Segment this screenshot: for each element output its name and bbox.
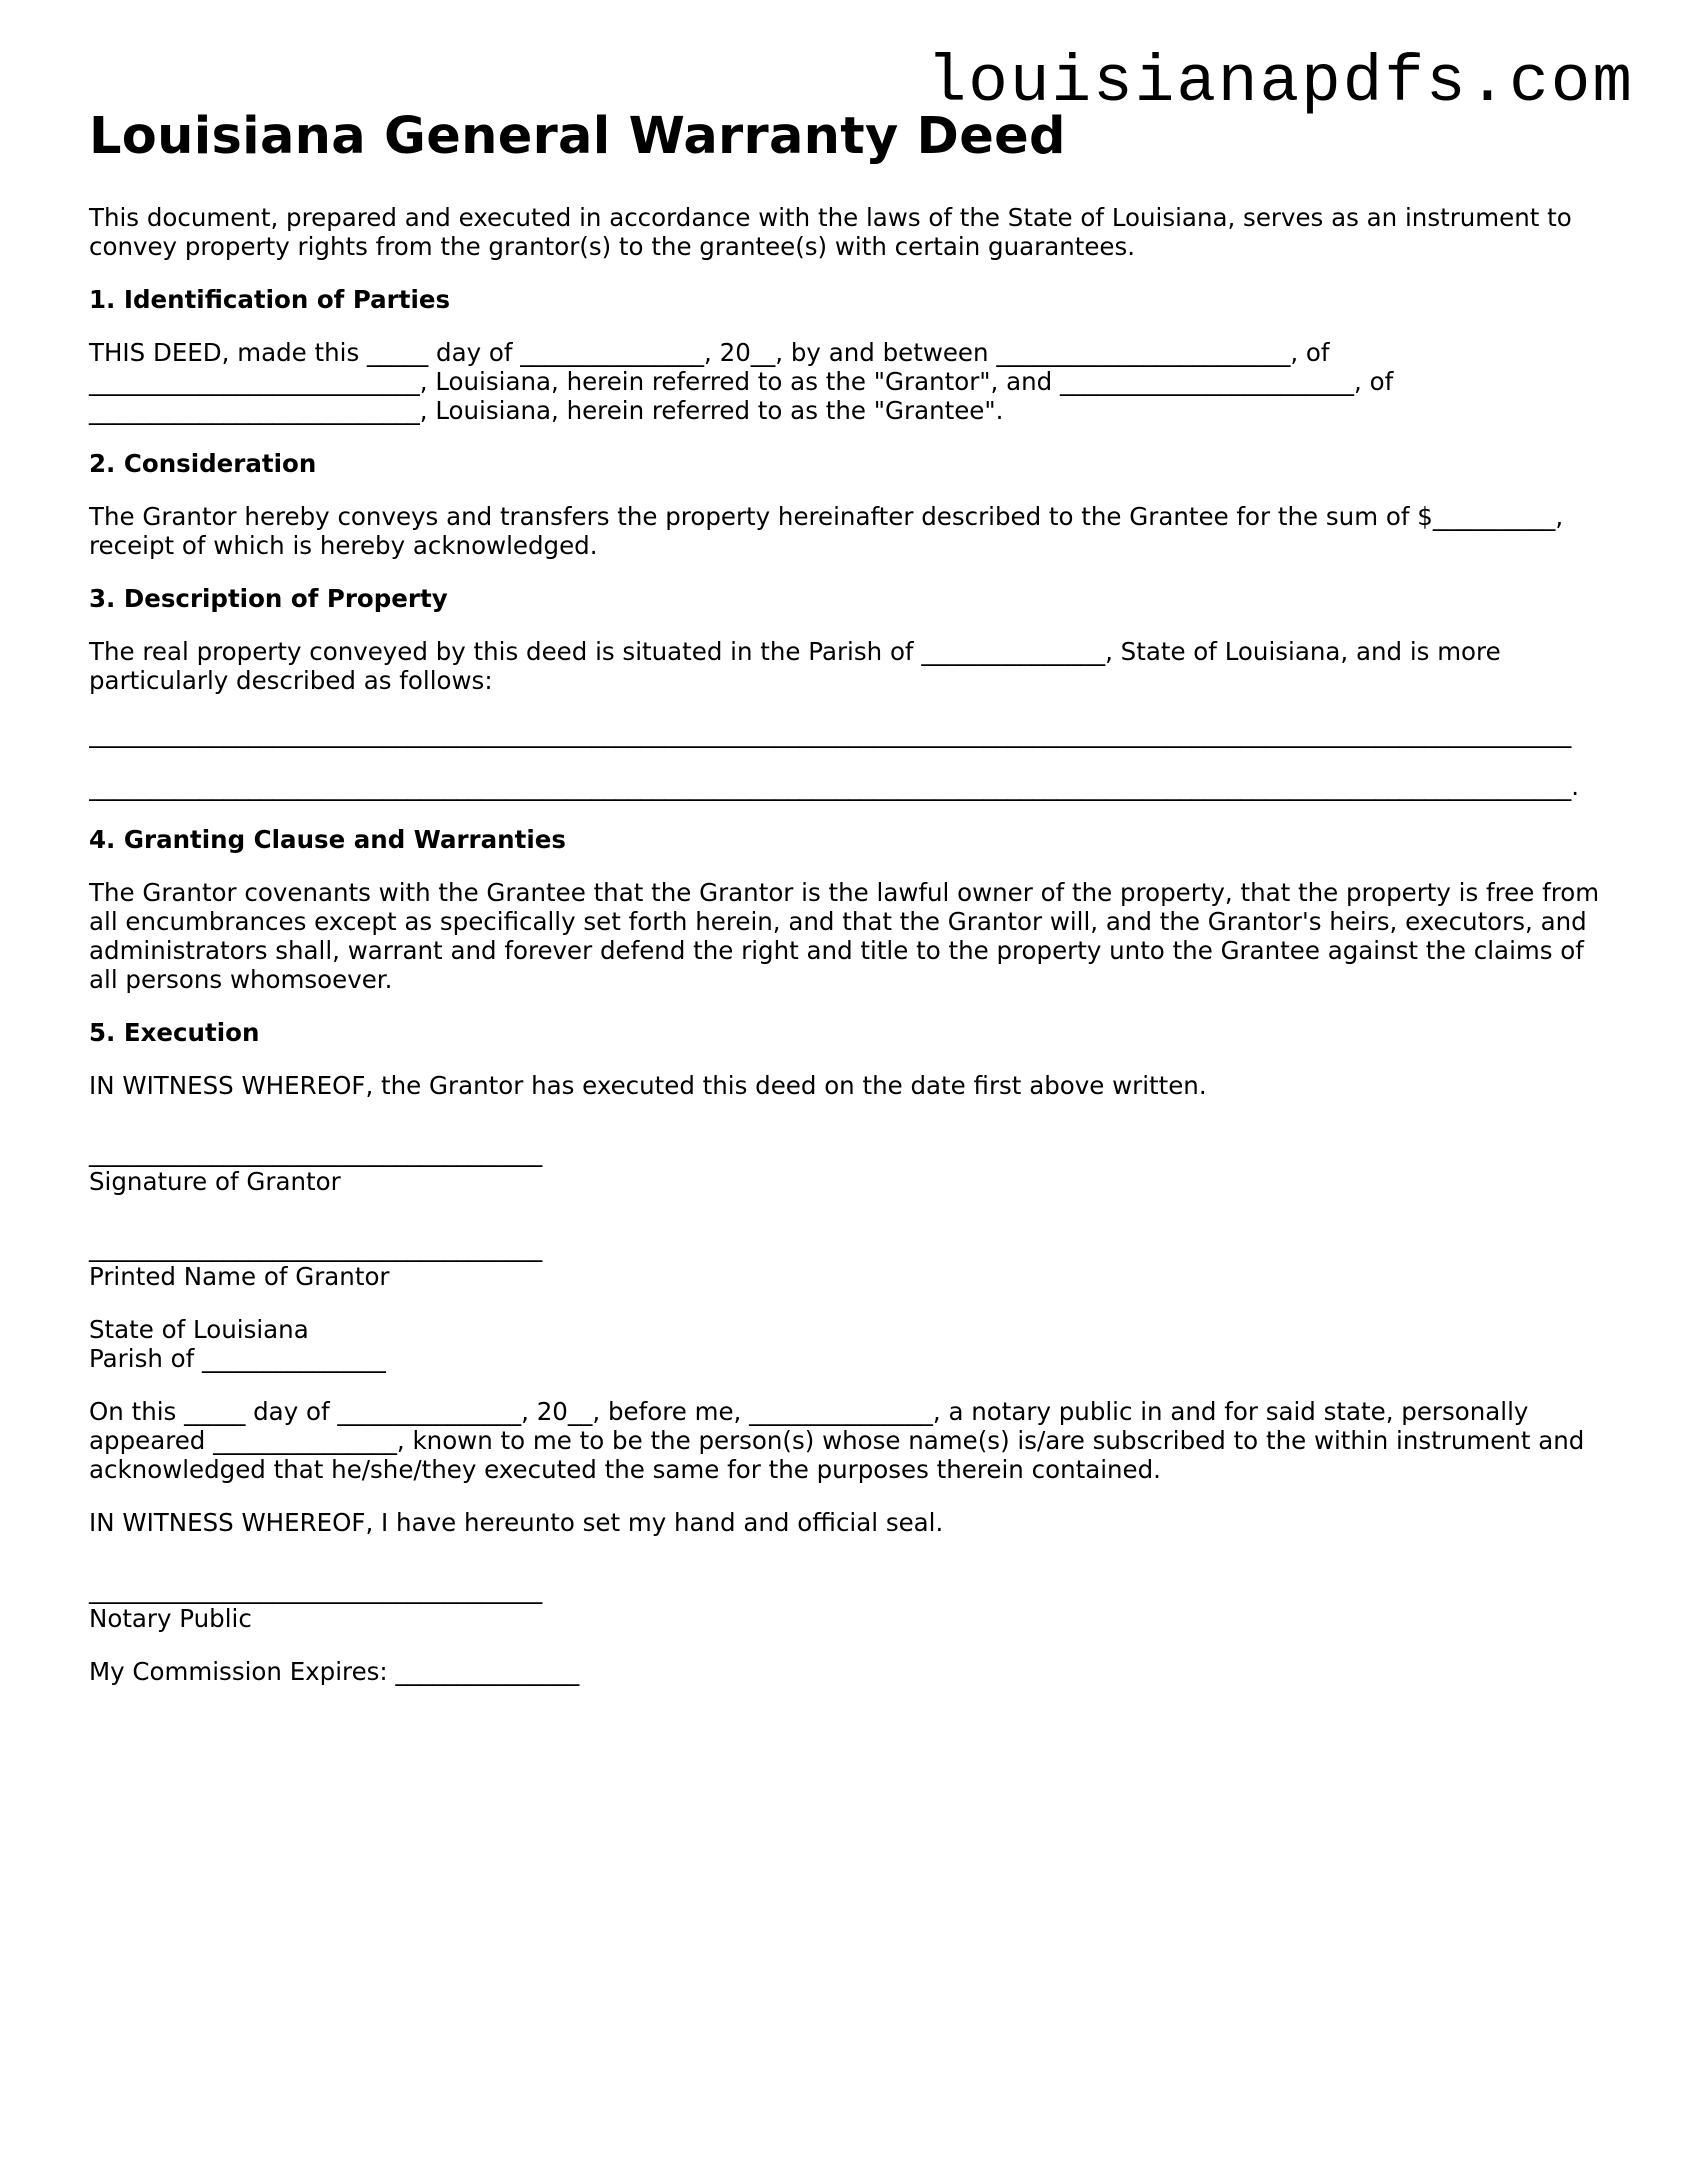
section-heading-execution: 5. Execution	[89, 1018, 260, 1047]
parties-paragraph	[89, 338, 1609, 425]
notary-signature-label: Notary Public	[89, 1604, 252, 1633]
grantor-signature-label: Signature of Grantor	[89, 1167, 341, 1196]
section-heading-granting: 4. Granting Clause and Warranties	[89, 825, 566, 854]
grantor-signature-block	[89, 1138, 1609, 1196]
property-description-blank-1: _________________________________________________________________________________________________________________________	[89, 719, 1572, 748]
venue-parish: Parish of _______________	[89, 1344, 386, 1373]
grantor-name-label: Printed Name of Grantor	[89, 1262, 390, 1291]
notary-signature-line: _____________________________________	[89, 1575, 543, 1604]
notary-signature-block	[89, 1575, 1609, 1633]
commission-expiry: My Commission Expires: _______________	[89, 1657, 580, 1686]
section-heading-parties: 1. Identification of Parties	[89, 285, 451, 314]
parties-line-2: ___________________________, Louisiana, herein referred to as the "Grantor", and ________________________, of	[89, 367, 1394, 396]
page-title: Louisiana General Warranty Deed	[89, 107, 1066, 166]
deed-document	[89, 105, 1609, 1710]
section-heading-property: 3. Description of Property	[89, 584, 448, 613]
property-description-blank-2: _________________________________________________________________________________________________________________________.	[89, 772, 1580, 801]
consideration-paragraph: The Grantor hereby conveys and transfers the property hereinafter described to the Grantee for the sum of $__________, receipt of which is hereby acknowledged.	[89, 502, 1564, 560]
execution-witness-paragraph: IN WITNESS WHEREOF, the Grantor has executed this deed on the date first above written.	[89, 1071, 1207, 1100]
property-paragraph: The real property conveyed by this deed is situated in the Parish of _______________, State of Louisiana, and is more particularly described as follows:	[89, 637, 1501, 695]
grantor-signature-line: _____________________________________	[89, 1138, 543, 1167]
notary-witness-paragraph: IN WITNESS WHEREOF, I have hereunto set my hand and official seal.	[89, 1508, 944, 1537]
site-watermark: louisianapdfs.com	[926, 45, 1634, 120]
venue-block	[89, 1315, 1609, 1373]
intro-paragraph: This document, prepared and executed in accordance with the laws of the State of Louisiana, serves as an instrument to convey property rights from the grantor(s) to the grantee(s) with certain guarantees.	[89, 203, 1572, 261]
notary-acknowledgment-paragraph: On this _____ day of _______________, 20__, before me, _______________, a notary public in and for said state, personally appeared _______________, known to me to be the person(s) whose name(s) is/are subscribed to the within instrument and acknowledged that he/she/they executed the same for the purposes therein contained.	[89, 1397, 1585, 1484]
grantor-name-line: _____________________________________	[89, 1233, 543, 1262]
parties-line-1: THIS DEED, made this _____ day of _______________, 20__, by and between ________________________, of	[89, 338, 1330, 367]
parties-line-3: ___________________________, Louisiana, herein referred to as the "Grantee".	[89, 396, 1004, 425]
venue-state: State of Louisiana	[89, 1315, 309, 1344]
granting-paragraph: The Grantor covenants with the Grantee that the Grantor is the lawful owner of the property, that the property is free from all encumbrances except as specifically set forth herein, and that the Grantor will, and the Grantor's heirs, executors, and administrators shall, warrant and forever defend the right and title to the property unto the Grantee against the claims of all persons whomsoever.	[89, 878, 1600, 994]
section-heading-consideration: 2. Consideration	[89, 449, 317, 478]
grantor-name-block	[89, 1233, 1609, 1291]
